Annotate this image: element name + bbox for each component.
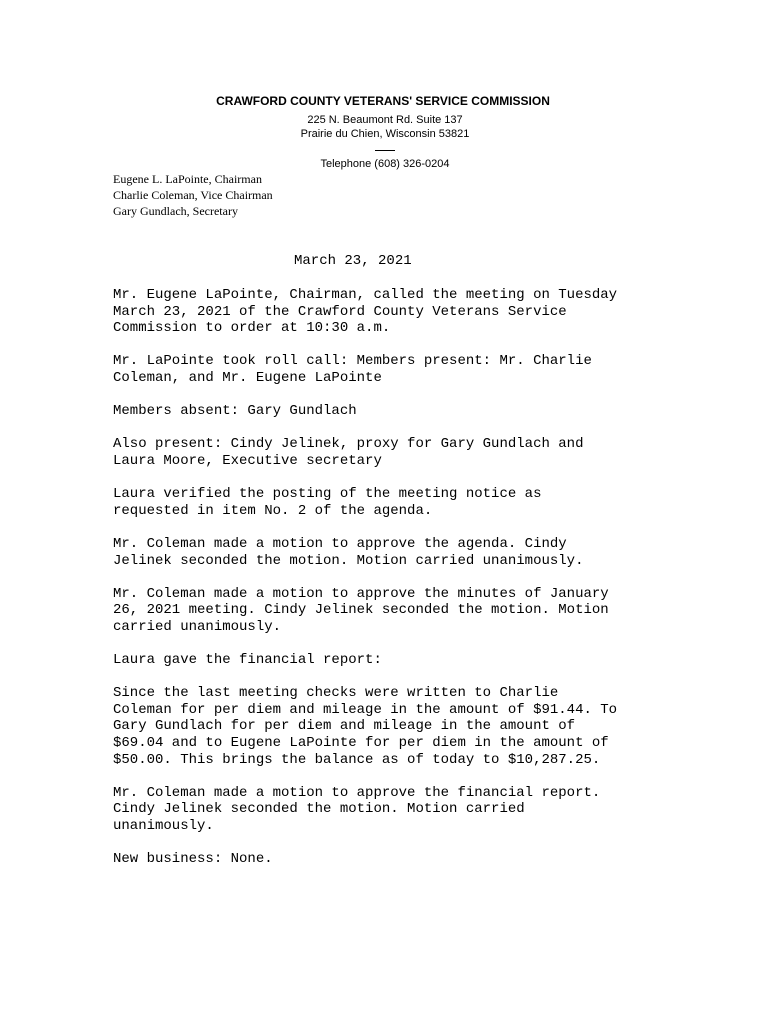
paragraph-call-to-order: Mr. Eugene LaPointe, Chairman, called the meeting on Tuesday March 23, 2021 of the Crawford County Veterans Service Commission to order at 10:30 a.m. xyxy=(113,287,618,337)
address-line-1: 225 N. Beaumont Rd. Suite 137 xyxy=(307,114,463,126)
officer-chairman: Eugene L. LaPointe, Chairman xyxy=(113,172,262,186)
officer-vice-chairman: Charlie Coleman, Vice Chairman xyxy=(113,188,273,202)
paragraph-members-absent: Members absent: Gary Gundlach xyxy=(113,403,357,420)
officer-secretary: Gary Gundlach, Secretary xyxy=(113,204,238,218)
divider xyxy=(375,150,395,151)
paragraph-approve-minutes: Mr. Coleman made a motion to approve the minutes of January 26, 2021 meeting. Cindy Jelinek seconded the motion. Motion carried unanimously. xyxy=(113,585,609,635)
letterhead xyxy=(0,94,770,171)
paragraph-posting-notice: Laura verified the posting of the meeting notice as requested in item No. 2 of the agenda. xyxy=(113,486,542,519)
paragraph-financial-report-heading: Laura gave the financial report: xyxy=(113,652,382,669)
organization-name: CRAWFORD COUNTY VETERANS' SERVICE COMMISSION xyxy=(216,94,550,108)
address-line-2: Prairie du Chien, Wisconsin 53821 xyxy=(300,128,470,140)
paragraph-roll-call: Mr. LaPointe took roll call: Members present: Mr. Charlie Coleman, and Mr. Eugene LaPointe xyxy=(113,353,592,386)
paragraph-approve-financial-report: Mr. Coleman made a motion to approve the financial report. Cindy Jelinek seconded the motion. Motion carried unanimously. xyxy=(113,784,601,834)
meeting-date: March 23, 2021 xyxy=(294,253,412,269)
minutes-body xyxy=(113,287,673,884)
paragraph-new-business: New business: None. xyxy=(113,851,273,868)
telephone: Telephone (608) 326-0204 xyxy=(320,158,450,170)
paragraph-also-present: Also present: Cindy Jelinek, proxy for Gary Gundlach and Laura Moore, Executive secretary xyxy=(113,436,584,469)
officers-list xyxy=(113,171,273,219)
paragraph-financial-details: Since the last meeting checks were written to Charlie Coleman for per diem and mileage in the amount of $91.44. To Gary Gundlach for per diem and mileage in the amount of $69.04 and to Eugene LaPointe for per diem in the amount of $50.00. This brings the balance as of today to $10,287.25. xyxy=(113,685,618,768)
paragraph-approve-agenda: Mr. Coleman made a motion to approve the agenda. Cindy Jelinek seconded the motion. Motion carried unanimously. xyxy=(113,535,584,569)
